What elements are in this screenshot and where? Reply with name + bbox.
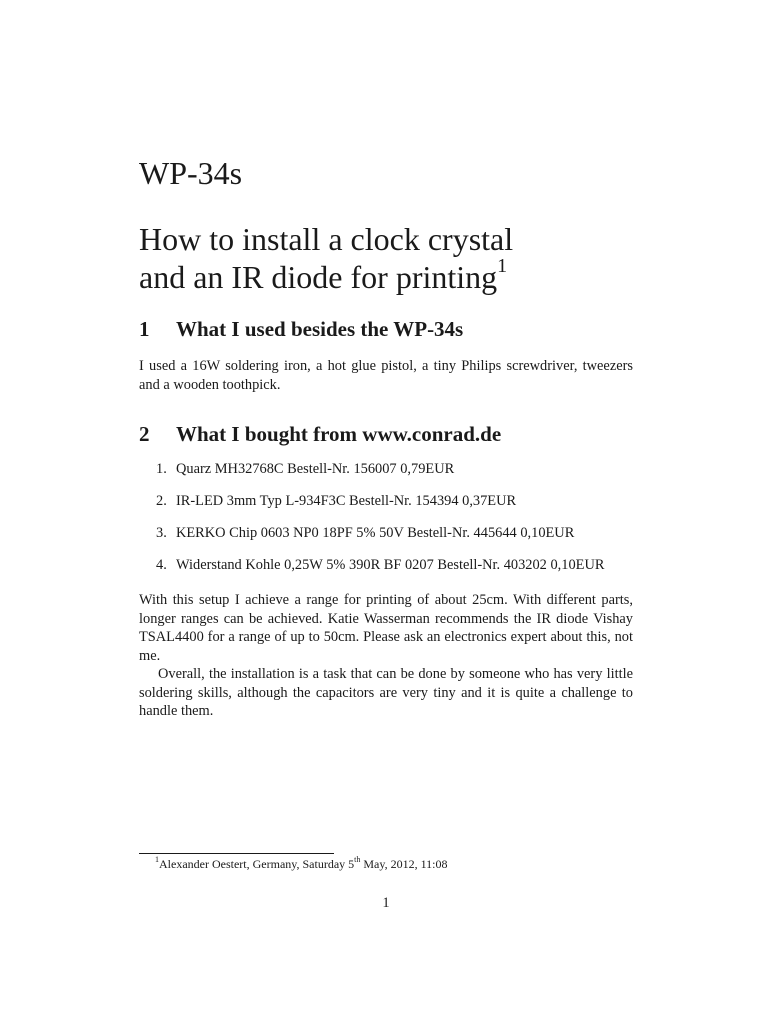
document-title: WP-34s [139,155,243,191]
subtitle-footnote-mark: 1 [497,255,508,278]
section-title: What I bought from www.conrad.de [176,422,502,446]
list-item-marker: 4. [156,557,167,573]
document-subtitle [139,220,513,296]
footnote-text-end: May, 2012, 11:08 [360,857,448,871]
list-item [139,460,639,478]
subtitle-line-2: and an IR diode for printing [139,259,498,295]
footnote [155,856,448,872]
list-item [139,492,639,510]
footnote-mark: 1 [155,855,159,864]
list-item-text: KERKO Chip 0603 NP0 18PF 5% 50V Bestell-Nr. 445644 0,10EUR [176,525,575,541]
section-number: 2 [139,422,150,446]
list-item [139,524,639,542]
document-page [139,0,633,1024]
section-title: What I used besides the WP-34s [176,317,464,341]
subtitle-line-1: How to install a clock crystal [139,221,514,257]
section-number: 1 [139,317,150,341]
page-number: 1 [382,895,390,911]
footnote-text-start: Alexander Oestert, Germany, Saturday 5 [159,857,355,871]
list-item-marker: 2. [156,493,167,509]
footnote-divider [139,853,334,854]
section-heading-2 [139,421,501,447]
list-item-marker: 3. [156,525,167,541]
section-2-paragraph-2: Overall, the installation is a task that can be done by someone who has very little soldering skills, although the capacitors are very tiny and it is quite a challenge to handle them. [139,666,633,719]
footnote-ordinal-suffix: th [354,855,361,864]
parts-list [139,460,639,588]
list-item-marker: 1. [156,461,167,477]
section-1-paragraph: I used a 16W soldering iron, a hot glue pistol, a tiny Philips screwdriver, tweezers and a wooden toothpick. [139,358,633,393]
section-2-paragraph-1: With this setup I achieve a range for printing of about 25cm. With different parts, longer ranges can be achieved. Katie Wasserman recommends the IR diode Vishay TSAL4400 for a range of up to 50cm. Please ask an electronics expert about this, not me. [139,592,633,664]
list-item [139,556,639,574]
list-item-text: Quarz MH32768C Bestell-Nr. 156007 0,79EUR [176,461,455,477]
section-heading-1 [139,316,463,342]
list-item-text: IR-LED 3mm Typ L-934F3C Bestell-Nr. 154394 0,37EUR [176,493,517,509]
list-item-text: Widerstand Kohle 0,25W 5% 390R BF 0207 Bestell-Nr. 403202 0,10EUR [176,557,605,573]
